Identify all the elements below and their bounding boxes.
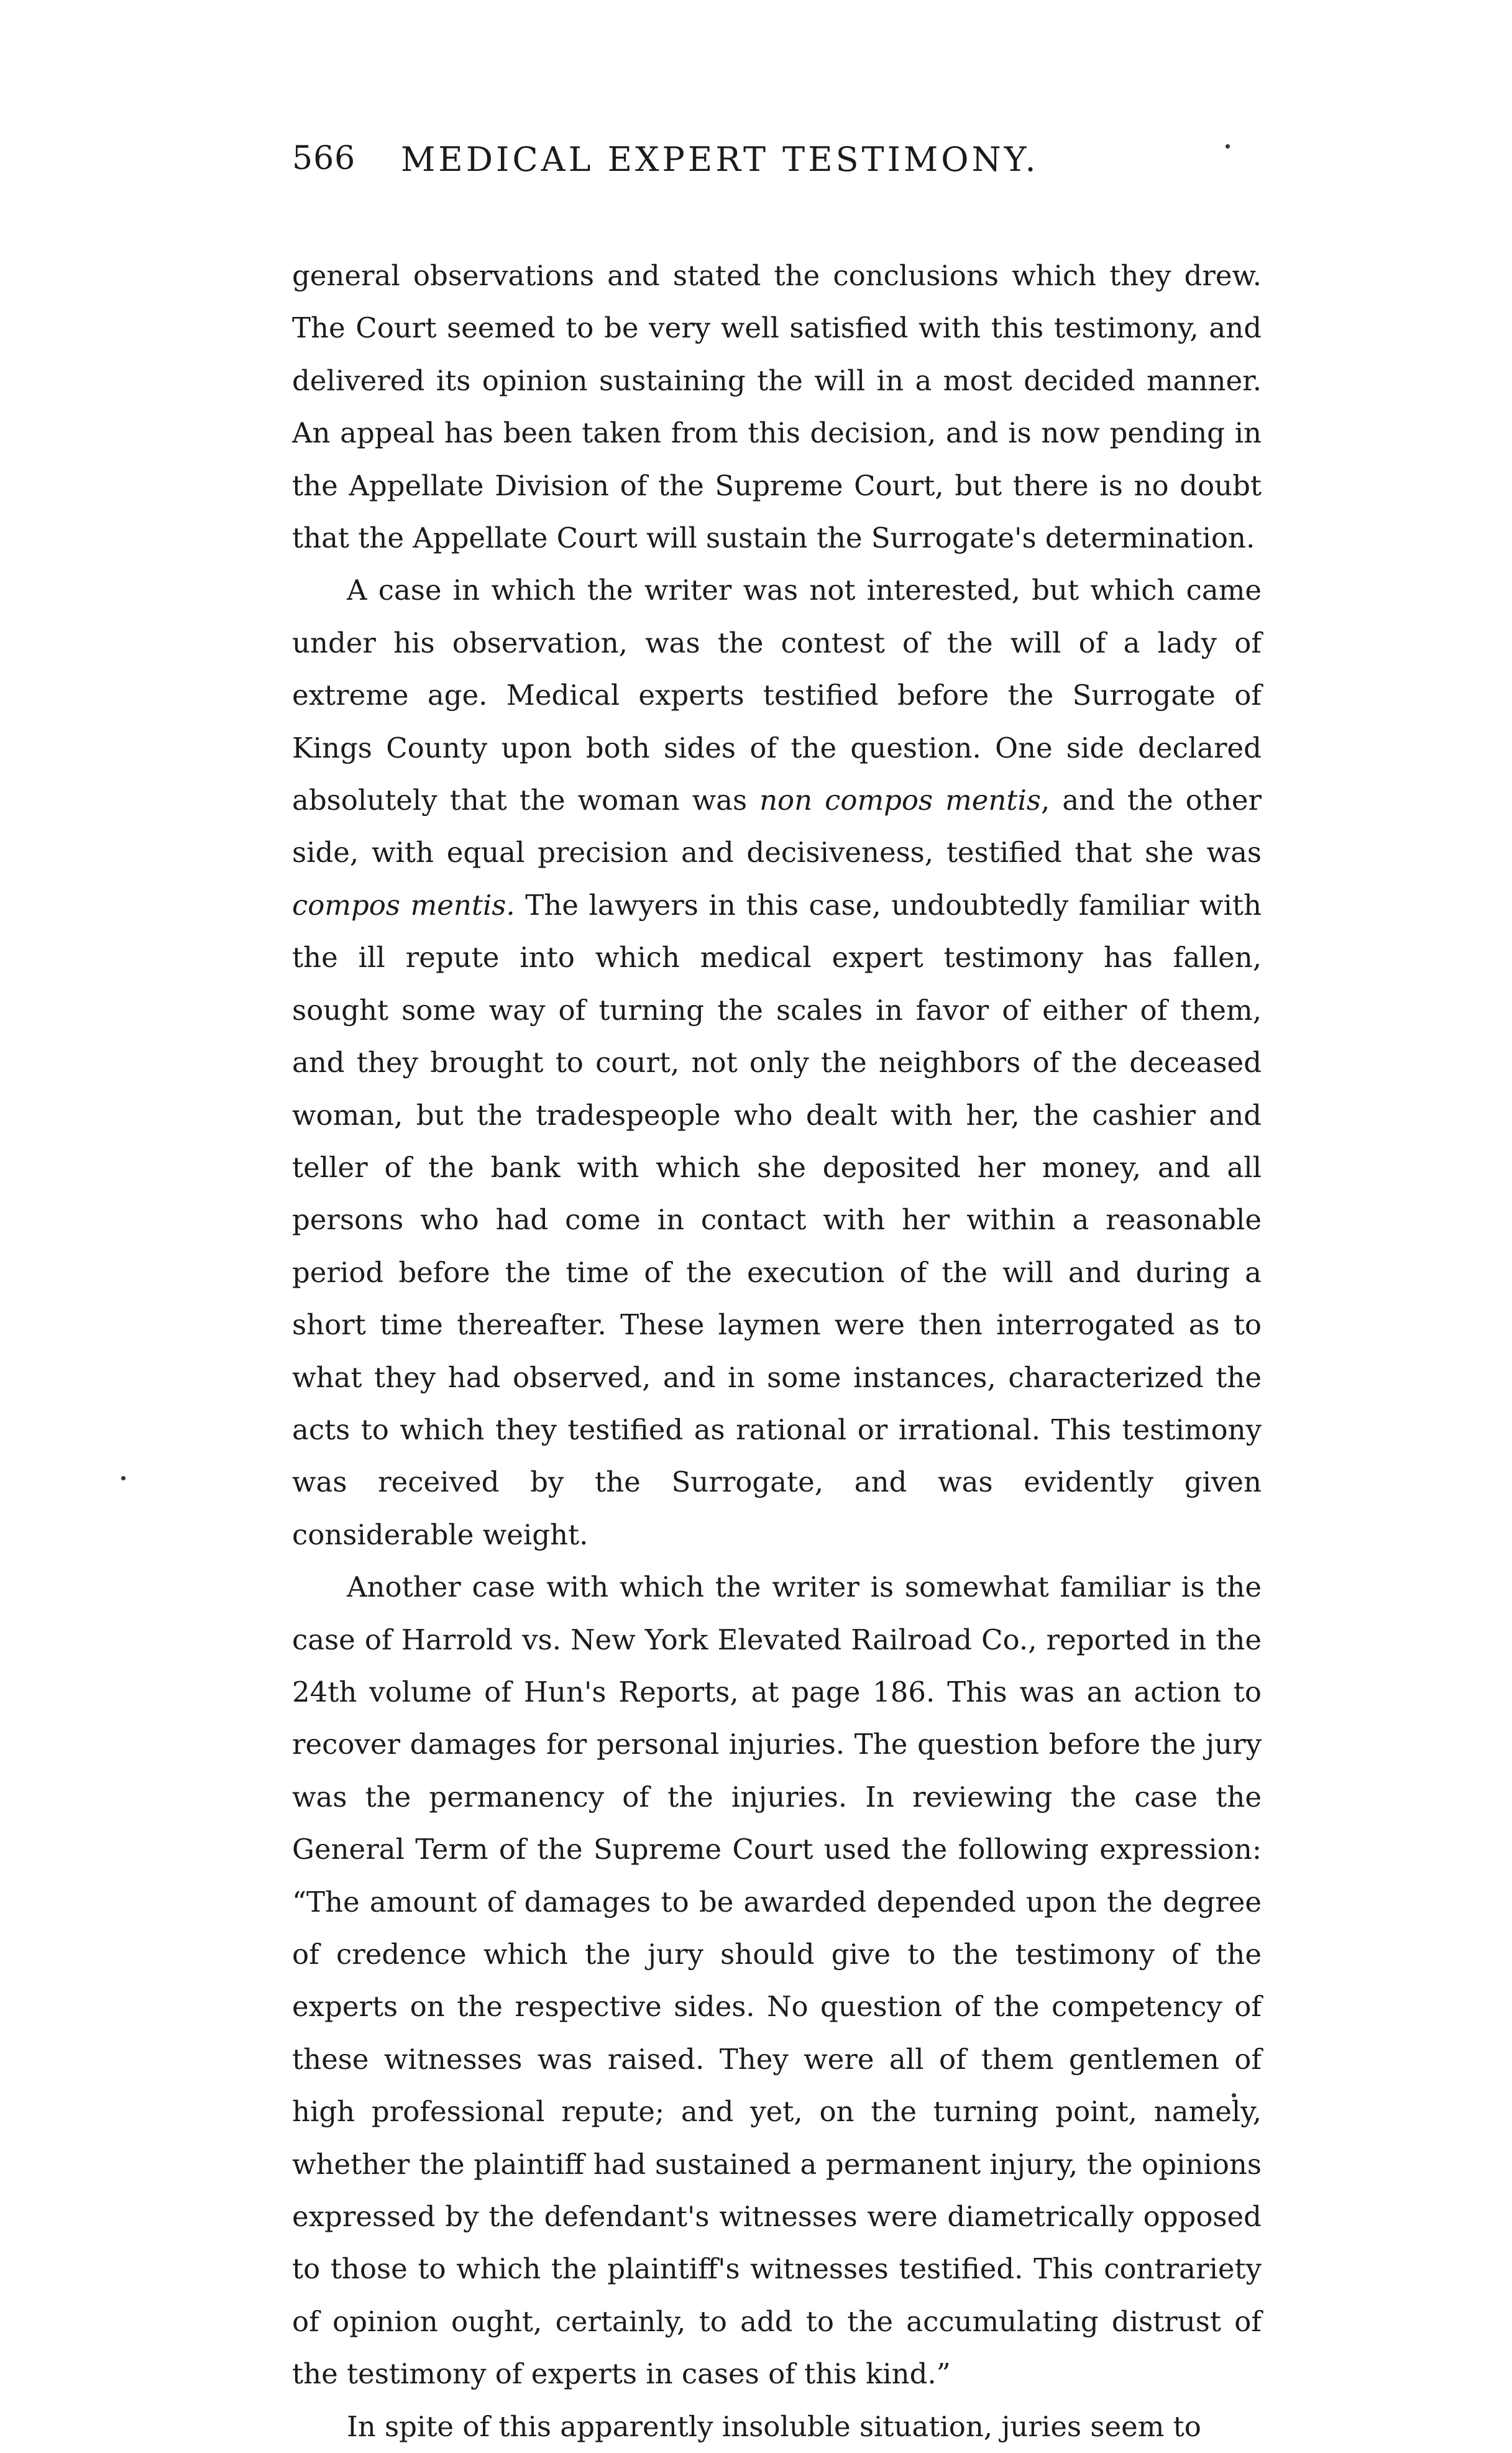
italic-phrase-compos-mentis: compos mentis. xyxy=(292,888,515,922)
paragraph-continued: general observations and stated the conclusions which they drew. The Court seemed to be very well satisfied with this testimony, and delivered its opinion sustaining the will in a most decided manner. An appeal has been taken from this decision, and is now pending in the Appellate Division of the Supreme Court, but there is no doubt that the Appellate Court will sustain the Surrogate's determination. xyxy=(292,259,1262,555)
running-title: MEDICAL EXPERT TESTIMONY. xyxy=(401,140,1039,179)
body-text xyxy=(292,250,1262,2453)
ink-speck xyxy=(121,1476,126,1480)
page-number: 566 xyxy=(292,140,356,177)
italic-phrase-non-compos-mentis: non compos mentis xyxy=(759,784,1041,817)
paragraph-text-part: , and the other side, with equal precision and decisiveness, testified that she was xyxy=(292,784,1262,869)
paragraph-text-part: The lawyers in this case, undoubtedly familiar with the ill repute into which medical expert testimony has fallen, sought some way of turning the scales in favor of either of them, and they brought to court, not only the neighbors of the deceased woman, but the tradespeople who dealt with her, the cashier and teller of the bank with which she deposited her money, and all persons who had come in contact with her within a reasonable period before the time of the execution of the will and during a short time thereafter. These laymen were then interrogated as to what they had observed, and in some instances, characterized the acts to which they testified as rational or irrational. This testimony was received by the Surrogate, and was evidently given considerable weight. xyxy=(292,888,1262,1551)
paragraph-harrold-case: Another case with which the writer is somewhat familiar is the case of Harrold vs. New York Elevated Railroad Co., reported in the 24th volume of Hun's Reports, at page 186. This was an action to recover damages for personal injuries. The question before the jury was the permanency of the injuries. In reviewing the case the General Term of the Supreme Court used the following expression: “The amount of damages to be awarded depended upon the degree of credence which the jury should give to the testimony of the experts on the respective sides. No question of the competency of these witnesses was raised. They were all of them gentlemen of high professional repute; and yet, on the turning point, namely, whether the plaintiff had sustained a permanent injury, the opinions expressed by the defendant's witnesses were diametrically opposed to those to which the plaintiff's witnesses testified. This contrariety of opinion ought, certainly, to add to the accumulating distrust of the testimony of experts in cases of this kind.” xyxy=(292,1570,1262,2391)
paragraph-kings-county-case xyxy=(292,564,1262,1561)
paragraph-text-part: A case in which the writer was not interested, but which came under his observation, was the contest of the will of a lady of extreme age. Medical experts testified before the Surrogate of Kings County upon both sides of the question. One side declared absolutely that the woman was xyxy=(292,574,1262,817)
ink-speck xyxy=(1226,144,1230,149)
page-header xyxy=(292,140,1262,196)
paragraph-final-line: In spite of this apparently insoluble situation, juries seem to xyxy=(347,2409,1201,2443)
